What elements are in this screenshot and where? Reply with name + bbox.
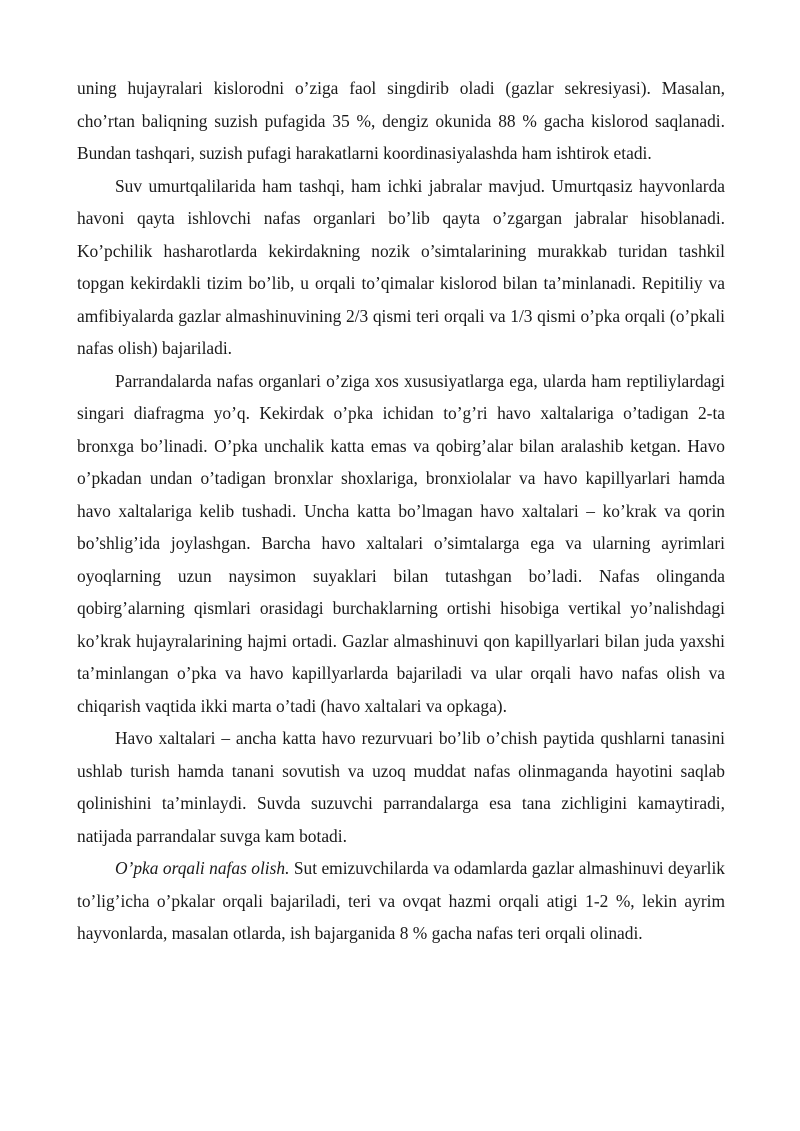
paragraph-lung-breathing [77,852,725,950]
document-page [77,72,725,950]
section-heading-italic: O’pka orqali nafas olish. [115,858,290,878]
paragraph-aquatic-gills: Suv umurtqalilarida ham tashqi, ham ichki jabralar mavjud. Umurtqasiz hayvonlarda havoni qayta ishlovchi nafas organlari bo’lib qayta o’zgargan jabralar hisoblanadi. Ko’pchilik hasharotlarda kekirdakning nozik o’simtalarining murakkab turidan tashkil topgan kekirdakli tizim bo’lib, u orqali to’qimalar kislorod bilan ta’minlanadi. Repitiliy va amfibiyalarda gazlar almashinuvining 2/3 qismi teri orqali va 1/3 qismi o’pka orqali (o’pkali nafas olish) bajariladi. [77,175,725,358]
paragraph-lung-breathing-text: Sut emizuvchilarda va odamlarda gazlar almashinuvi deyarlik to’lig’icha o’pkalar orqali bajariladi, teri va ovqat hazmi orqali atigi 1-2 %, lekin ayrim hayvonlarda, masalan otlarda, ish bajarganida 8 % gacha nafas teri orqali olinadi. [77,858,725,943]
paragraph-continuation: uning hujayralari kislorodni o’ziga faol singdirib oladi (gazlar sekresiyasi). Masalan, cho’rtan baliqning suzish pufagida 35 %, dengiz okunida 88 % gacha kislorod saqlanadi. Bundan tashqari, suzish pufagi harakatlarni koordinasiyalashda ham ishtirok etadi. [77,78,725,163]
paragraph-air-sacs: Havo xaltalari – ancha katta havo rezurvuari bo’lib o’chish paytida qushlarni tanasini ushlab turish hamda tanani sovutish va uzoq muddat nafas olinmaganda hayotini saqlab qolinishini ta’minlaydi. Suvda suzuvchi parrandalarga esa tana zichligini kamaytiradi, natijada parrandalar suvga kam botadi. [77,728,725,846]
paragraph-birds-respiration: Parrandalarda nafas organlari o’ziga xos xususiyatlarga ega, ularda ham reptiliylardagi singari diafragma yo’q. Kekirdak o’pka ichidan to’g’ri havo xaltalariga o’tadigan 2-ta bronxga bo’linadi. O’pka unchalik katta emas va qobirg’alar bilan aralashib ketgan. Havo o’pkadan undan o’tadigan bronxlar shoxlariga, bronxiolalar va havo kapillyarlari hamda havo xaltalariga kelib tushadi. Uncha katta bo’lmagan havo xaltalari – ko’krak va qorin bo’shlig’ida joylashgan. Barcha havo xaltalari o’simtalarga ega va ularning ayrimlari oyoqlarning uzun naysimon suyaklari bilan tutashgan bo’ladi. Nafas olinganda qobirg’alarning qismlari orasidagi burchaklarning ortishi hisobiga vertikal yo’nalishdagi ko’krak hujayralarining hajmi ortadi. Gazlar almashinuvi qon kapillyarlari bilan juda yaxshi ta’minlangan o’pka va havo kapillyarlarda bajariladi va ular orqali havo nafas olish va chiqarish vaqtida ikki marta o’tadi (havo xaltalari va opkaga). [77,370,725,716]
